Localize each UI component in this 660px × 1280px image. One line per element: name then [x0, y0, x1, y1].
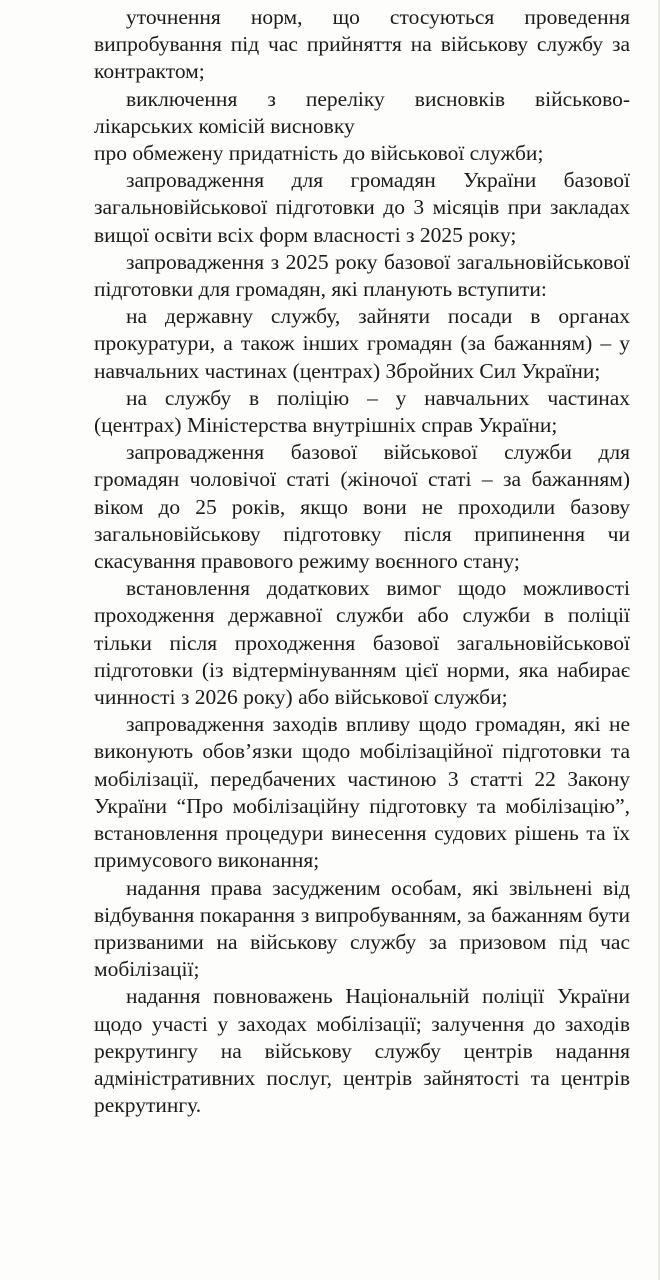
paragraph: про обмежену придатність до військової служби; — [94, 141, 544, 166]
paragraph: запровадження базової військової служби для громадян чоловічої статі (жіночої статі – за бажанням) віком до 25 років, якщо вони не проходили базову загальновійськову підготовку після припинення чи скасування правового режиму воєнного стану; — [94, 440, 630, 574]
paragraph: на державну службу, зайняти посади в органах прокуратури, а також інших громадян (за бажанням) – у навчальних частинах (центрах) Збройних Сил України; — [94, 304, 630, 383]
document-body — [94, 4, 630, 1119]
paragraph: запровадження для громадян України базової загальновійськової підготовки до 3 місяців при закладах вищої освіти всіх форм власності з 2025 року; — [94, 168, 630, 247]
paragraph: на службу в поліцію – у навчальних частинах (центрах) Міністерства внутрішніх справ України; — [94, 385, 630, 438]
paragraph: запровадження з 2025 року базової загальновійськової підготовки для громадян, які планують вступити: — [94, 249, 630, 302]
paragraph: уточнення норм, що стосуються проведення випробування під час прийняття на військову службу за контрактом; — [94, 5, 630, 84]
paragraph: надання повноважень Національній поліції України щодо участі у заходах мобілізації; залучення до заходів рекрутингу на військову службу центрів надання адміністративних послуг, центрів зайнятості та центрів рекрутингу. — [94, 984, 630, 1118]
paragraph: виключення з переліку висновків військово-лікарських комісій висновку — [94, 86, 630, 138]
paragraph: встановлення додаткових вимог щодо можливості проходження державної служби або служби в поліції тільки після проходження базової загальновійськової підготовки (із відтермінуванням цієї норми, яка набирає чинності з 2026 року) або військової служби; — [94, 576, 630, 710]
paragraph: запровадження заходів впливу щодо громадян, які не виконують обов’язки щодо мобілізаційної підготовки та мобілізації, передбачених частиною 3 статті 22 Закону України “Про мобілізаційну підготовку та мобілізацію”, встановлення процедури винесення судових рішень та їх примусового виконання; — [94, 712, 630, 873]
paragraph: надання права засудженим особам, які звільнені від відбування покарання з випробуванням, за бажанням бути призваними на військову службу за призовом під час мобілізації; — [94, 875, 630, 982]
